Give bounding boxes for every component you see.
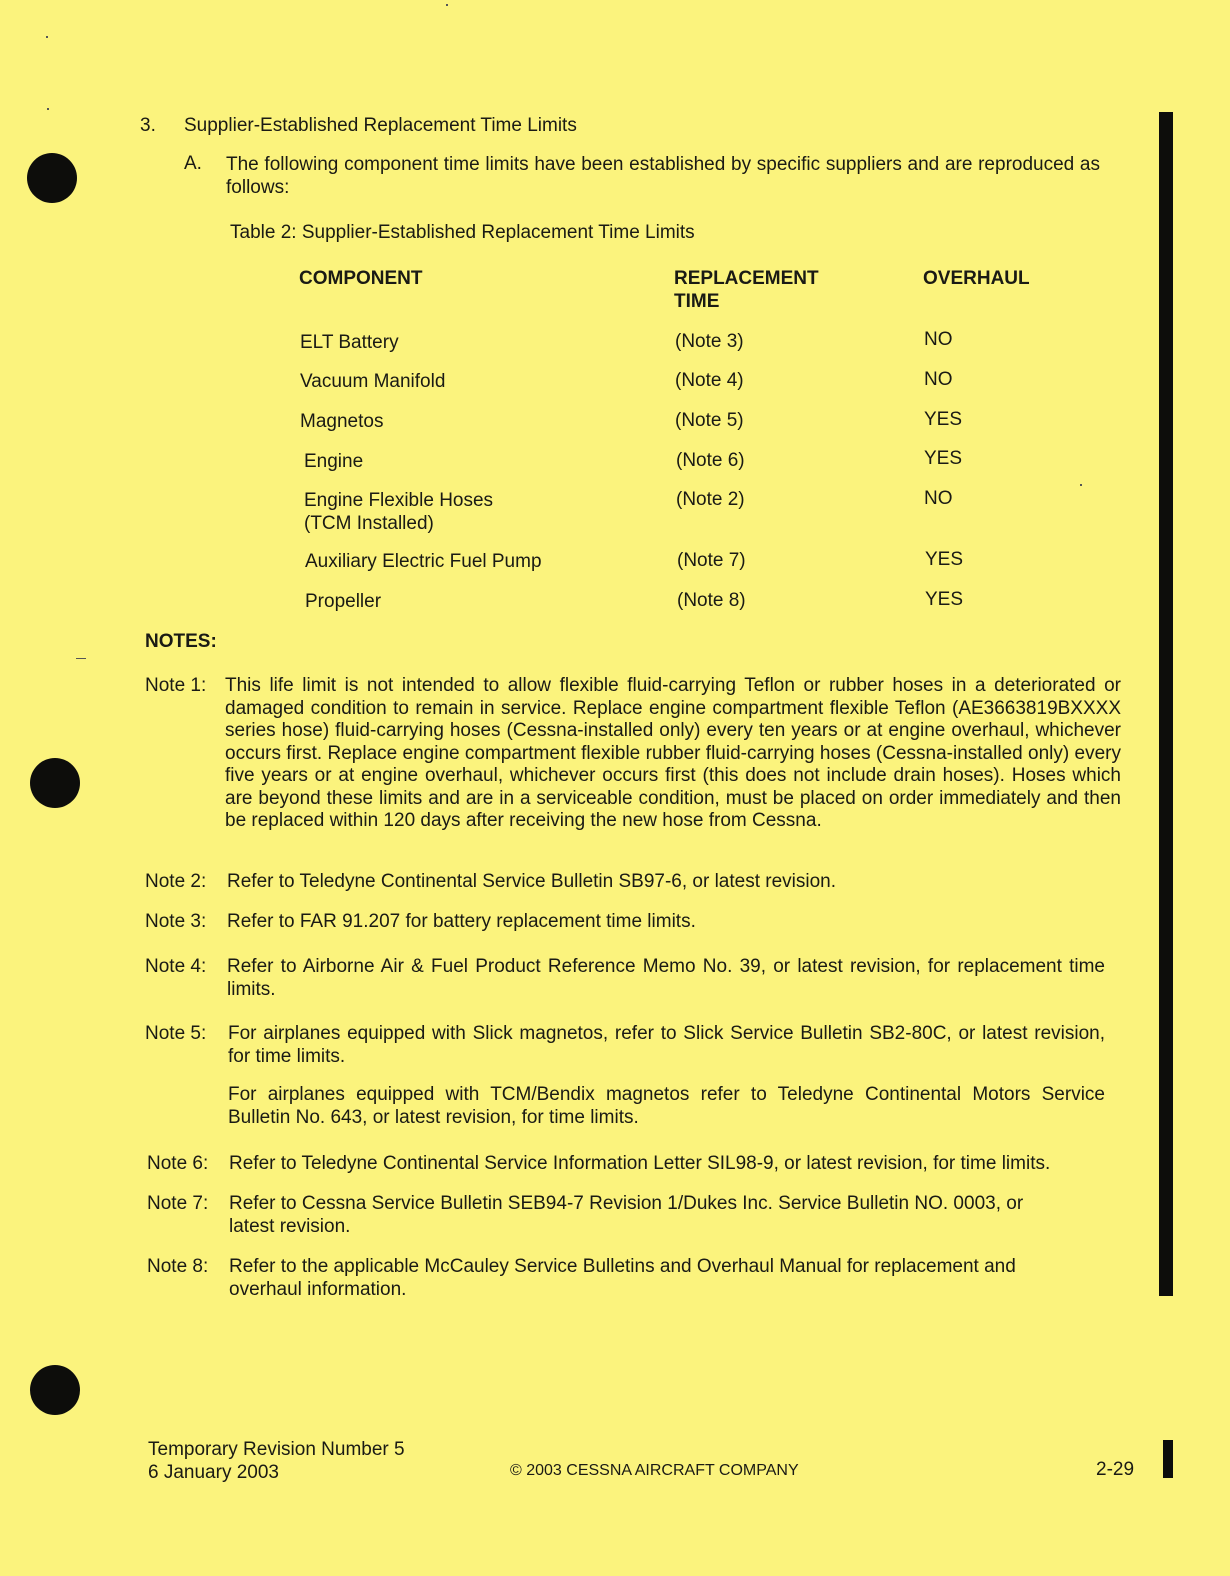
footer-revision: Temporary Revision Number 5: [148, 1439, 405, 1460]
note-label: Note 1:: [145, 675, 207, 696]
row-component: Vacuum Manifold: [300, 371, 446, 392]
note-label: Note 3:: [145, 911, 207, 932]
speck: [446, 4, 448, 6]
row-component: Magnetos: [300, 411, 384, 432]
row-replacement-time: (Note 4): [675, 370, 744, 391]
binder-hole-middle: [30, 758, 80, 808]
binder-hole-bottom: [30, 1365, 80, 1415]
row-replacement-time: (Note 7): [677, 550, 746, 571]
footer-copyright: © 2003 CESSNA AIRCRAFT COMPANY: [510, 1462, 799, 1479]
note-text: Refer to Cessna Service Bulletin SEB94-7 Revision 1/Dukes Inc. Service Bulletin NO. 0003, or latest revision.: [229, 1193, 1024, 1237]
notes-heading: NOTES:: [145, 631, 217, 652]
footer-revision-block: [148, 1438, 405, 1484]
row-replacement-time: (Note 5): [675, 410, 744, 431]
note-label: Note 8:: [147, 1256, 209, 1277]
column-header-replacement-time: [674, 267, 819, 313]
row-component: [304, 489, 493, 535]
note-text: Refer to Teledyne Continental Service Bulletin SB97-6, or latest revision.: [227, 871, 837, 892]
note-text: Refer to Teledyne Continental Service Information Letter SIL98-9, or latest revision, for time limits.: [229, 1153, 1051, 1174]
speck: [76, 658, 86, 659]
note-label: Note 2:: [145, 871, 207, 892]
section-number: 3.: [140, 115, 156, 136]
note-label: Note 4:: [145, 956, 207, 977]
row-component: Auxiliary Electric Fuel Pump: [305, 551, 542, 572]
speck: [46, 36, 48, 38]
row-overhaul: NO: [924, 369, 953, 390]
row-replacement-time: (Note 6): [676, 450, 745, 471]
row-overhaul: NO: [924, 329, 953, 350]
page-number: 2-29: [1096, 1459, 1135, 1480]
column-header-overhaul: OVERHAUL: [923, 268, 1030, 289]
row-overhaul: YES: [925, 549, 964, 570]
note-text: Refer to the applicable McCauley Service Bulletins and Overhaul Manual for replacement and overhaul information.: [229, 1256, 1016, 1300]
row-component: Propeller: [305, 591, 382, 612]
note-label: Note 7:: [147, 1193, 209, 1214]
subsection-letter: A.: [184, 153, 202, 174]
row-replacement-time: (Note 2): [676, 489, 745, 510]
row-component-line2: (TCM Installed): [304, 513, 434, 534]
row-component: Engine: [304, 451, 364, 472]
row-overhaul: YES: [925, 589, 964, 610]
section-title: Supplier-Established Replacement Time Limits: [184, 115, 577, 136]
speck: [47, 108, 49, 110]
note-text: Refer to FAR 91.207 for battery replacement time limits.: [227, 911, 696, 932]
column-header-replacement-line1: REPLACEMENT: [674, 268, 819, 289]
row-component-line1: Engine Flexible Hoses: [304, 490, 494, 511]
column-header-replacement-line2: TIME: [674, 291, 720, 312]
note-text: Refer to Airborne Air & Fuel Product Reference Memo No. 39, or latest revision, for replacement time limits.: [227, 956, 1105, 1000]
binder-hole-top: [27, 153, 77, 203]
row-replacement-time: (Note 8): [677, 590, 746, 611]
subsection-text: The following component time limits have been established by specific suppliers and are reproduced as follows:: [226, 154, 1100, 198]
revision-bar-footer: [1163, 1440, 1173, 1478]
row-overhaul: NO: [924, 488, 953, 509]
footer-date: 6 January 2003: [148, 1462, 279, 1483]
row-overhaul: YES: [924, 448, 963, 469]
note-text: For airplanes equipped with Slick magnetos, refer to Slick Service Bulletin SB2-80C, or latest revision, for time limits.: [228, 1023, 1105, 1067]
note-text: This life limit is not intended to allow flexible fluid-carrying Teflon or rubber hoses in a deteriorated or damaged condition to remain in service. Replace engine compartment flexible Teflon (AE3663819BXXXX series hose) fluid-carrying hoses (Cessna-installed only) every ten years or at engine overhaul, whichever occurs first. Replace engine compartment flexible rubber fluid-carrying hoses (Cessna-installed only) every five years or at engine overhaul, whichever occurs first (this does not include drain hoses). Hoses which are beyond these limits and are in a serviceable condition, must be placed on order immediately and then be replaced within 120 days after receiving the new hose from Cessna.: [225, 675, 1121, 831]
revision-bar-main: [1159, 112, 1173, 1296]
row-component: ELT Battery: [300, 332, 399, 353]
row-overhaul: YES: [924, 409, 963, 430]
column-header-component: COMPONENT: [299, 268, 423, 289]
note-label: Note 5:: [145, 1023, 207, 1044]
table-caption: Table 2: Supplier-Established Replacement Time Limits: [230, 222, 695, 243]
speck: [1080, 484, 1082, 486]
note-text-continued: For airplanes equipped with TCM/Bendix magnetos refer to Teledyne Continental Motors Service Bulletin No. 643, or latest revision, for time limits.: [228, 1084, 1105, 1128]
row-replacement-time: (Note 3): [675, 331, 744, 352]
note-label: Note 6:: [147, 1153, 209, 1174]
